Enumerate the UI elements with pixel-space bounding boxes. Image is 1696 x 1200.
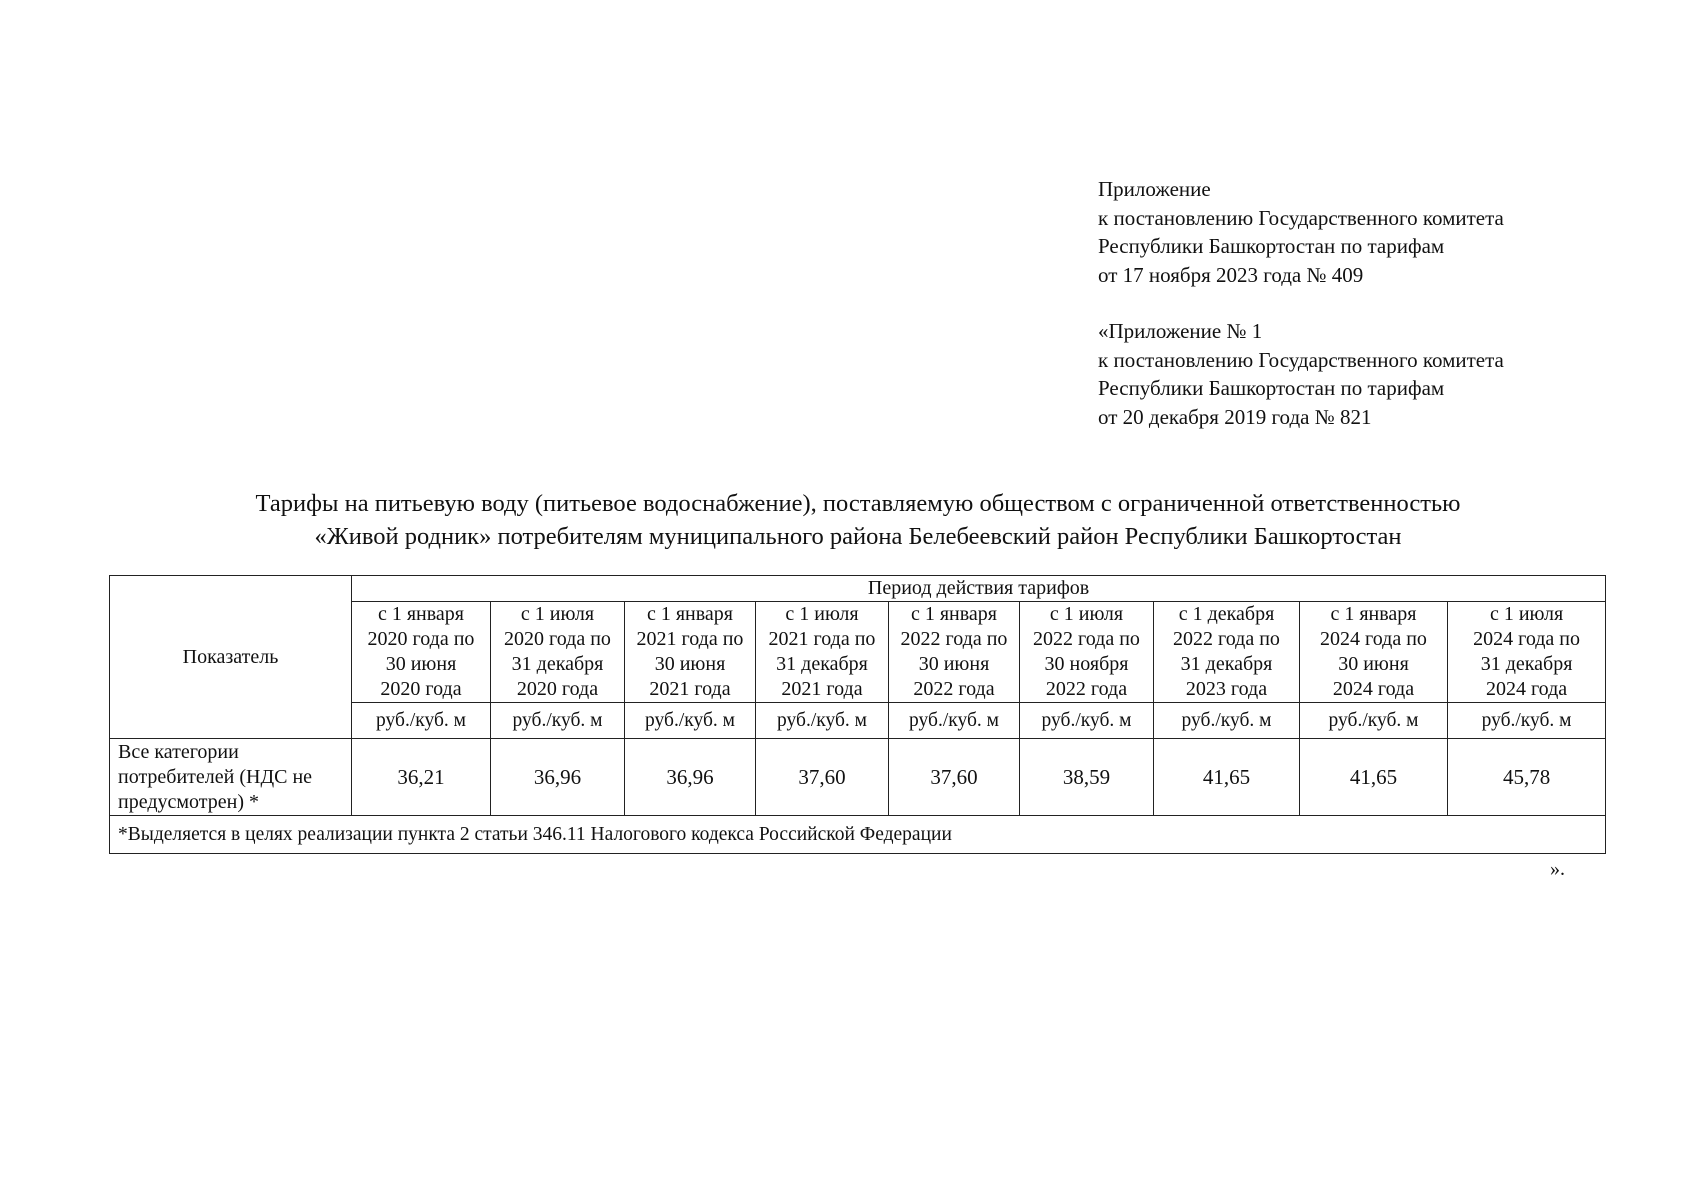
row-label-line: Все категории [118,740,239,763]
appendix-block [1098,175,1658,431]
period-line: с 1 января [1330,603,1417,625]
period-line: 2022 года по [900,628,1008,650]
unit-cell: руб./куб. м [889,703,1020,739]
period-line: с 1 декабря [1178,603,1275,625]
unit-cell: руб./куб. м [352,703,491,739]
appendix-line: «Приложение № 1 [1098,319,1263,343]
tariff-value: 36,96 [625,739,756,816]
row-label-line: предусмотрен) * [118,790,259,813]
period-line: 2022 года [913,678,995,700]
period-cell [1020,602,1154,703]
footnote: *Выделяется в целях реализации пункта 2 статьи 346.11 Налогового кодекса Российской Федерации [110,816,1606,854]
tariff-value: 36,96 [491,739,625,816]
period-cell [756,602,889,703]
period-line: 30 июня [385,653,457,675]
period-cell [889,602,1020,703]
period-line: 2024 года [1485,678,1568,700]
period-line: с 1 июля [520,603,595,625]
period-line: с 1 января [646,603,734,625]
period-line: 2023 года [1185,678,1268,700]
period-line: 2021 года [649,678,731,700]
period-line: 2022 года по [1173,628,1280,650]
period-line: 2021 года по [768,628,876,650]
period-line: 30 июня [918,653,990,675]
period-line: 2020 года [380,678,462,700]
appendix-line: к постановлению Государственного комитета [1098,205,1504,230]
unit-cell: руб./куб. м [491,703,625,739]
appendix-line: Приложение [1098,177,1211,201]
spacer [1098,289,1658,317]
period-line: с 1 июля [1049,603,1124,625]
unit-cell: руб./куб. м [625,703,756,739]
period-cell [1448,602,1606,703]
period-line: 31 декабря [776,653,868,675]
tariff-value: 41,65 [1300,739,1448,816]
tariff-value: 36,21 [352,739,491,816]
tariff-value: 41,65 [1154,739,1300,816]
period-header: Период действия тарифов [352,576,1606,602]
unit-cell: руб./куб. м [1020,703,1154,739]
tariff-value: 38,59 [1020,739,1154,816]
period-line: 2021 года по [636,628,744,650]
period-line: 30 ноября [1044,653,1129,675]
period-line: с 1 января [910,603,998,625]
unit-cell: руб./куб. м [1154,703,1300,739]
table-row [110,739,1606,816]
header-row [110,576,1606,602]
tariff-value: 45,78 [1448,739,1606,816]
period-line: 2020 года по [504,628,611,650]
row-label [110,739,352,816]
appendix-line: от 17 ноября 2023 года № 409 [1098,262,1364,287]
appendix-line: Республики Башкортостан по тарифам [1098,234,1445,258]
period-line: 2020 года по [367,628,475,650]
tariff-table [109,575,1606,854]
period-line: 31 декабря [511,653,604,675]
row-label-line: потребителей (НДС не [118,765,313,788]
period-line: 2022 года [1045,678,1128,700]
period-cell [625,602,756,703]
closing-quote: ». [1550,858,1565,880]
unit-cell: руб./куб. м [1300,703,1448,739]
period-line: 2024 года по [1473,628,1580,650]
period-cell [1154,602,1300,703]
period-cell [352,602,491,703]
period-line: 30 июня [654,653,726,675]
period-line: с 1 июля [1489,603,1564,625]
tariff-value: 37,60 [756,739,889,816]
period-line: 2024 года по [1320,628,1427,650]
period-line: 31 декабря [1180,653,1273,675]
appendix-line: от 20 декабря 2019 года № 821 [1098,404,1372,429]
period-line: с 1 января [377,603,465,625]
tariff-value: 37,60 [889,739,1020,816]
unit-cell: руб./куб. м [1448,703,1606,739]
title-line: Тарифы на питьевую воду (питьевое водоснабжение), поставляемую обществом с ограниченной ответственностью [255,490,1461,517]
period-cell [1300,602,1448,703]
title-line: «Живой родник» потребителям муниципального района Белебеевский район Республики Башкортостан [314,523,1402,550]
period-line: с 1 июля [785,603,859,625]
period-line: 2020 года [516,678,599,700]
period-line: 2021 года [781,678,863,700]
period-cell [491,602,625,703]
period-line: 2022 года по [1033,628,1140,650]
appendix-line: Республики Башкортостан по тарифам [1098,376,1445,400]
document-title [60,487,1656,553]
footnote-row [110,816,1606,854]
period-line: 2024 года [1332,678,1415,700]
unit-cell: руб./куб. м [756,703,889,739]
period-line: 30 июня [1338,653,1409,675]
indicator-header: Показатель [110,576,352,739]
appendix-line: к постановлению Государственного комитета [1098,347,1504,372]
period-line: 31 декабря [1480,653,1573,675]
